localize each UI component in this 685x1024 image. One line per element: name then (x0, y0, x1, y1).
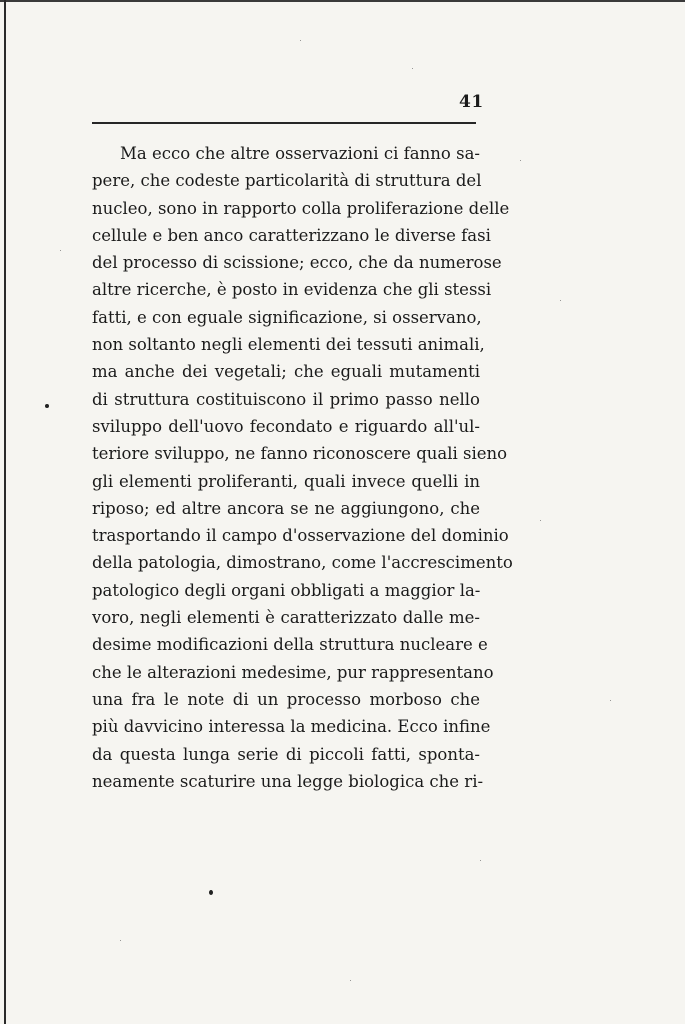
text-line: altre ricerche, è posto in evidenza che gli stessi (92, 280, 492, 300)
text-line: pere, che codeste particolarità di struttura del (92, 171, 482, 191)
text-line: voro, negli elementi è caratterizzato dalle me- (92, 608, 480, 628)
paper-speck (610, 700, 611, 701)
ink-spot (209, 890, 213, 895)
text-line: fatti, e con eguale significazione, si osservano, (92, 307, 482, 327)
page-top-edge (0, 0, 685, 2)
text-line: da questa lunga serie di piccoli fatti, sponta- (92, 744, 480, 764)
text-line: riposo; ed altre ancora se ne aggiungono, che (92, 498, 480, 518)
paper-speck (560, 300, 561, 301)
paper-speck (540, 520, 541, 521)
page-left-edge (4, 0, 6, 1024)
text-line: desime modificazioni della struttura nucleare e (92, 635, 488, 655)
text-line: sviluppo dell'uovo fecondato e riguardo all'ul- (92, 416, 480, 436)
text-line: Ma ecco che altre osservazioni ci fanno sa- (120, 144, 480, 163)
paper-speck (60, 250, 61, 251)
text-line: non soltanto negli elementi dei tessuti animali, (92, 335, 485, 355)
paper-speck (520, 160, 521, 161)
text-line: ma anche dei vegetali; che eguali mutamenti (92, 362, 480, 382)
page-number: 41 (459, 92, 484, 112)
text-line: una fra le note di un processo morboso che (92, 689, 480, 709)
text-line: più davvicino interessa la medicina. Ecco infine (92, 717, 491, 737)
text-line: trasportando il campo d'osservazione del dominio (92, 526, 509, 546)
text-line: teriore sviluppo, ne fanno riconoscere quali sieno (92, 444, 508, 464)
paper-speck (480, 860, 481, 861)
text-line: neamente scaturire una legge biologica che ri- (92, 771, 484, 791)
paper-speck (300, 40, 301, 41)
paper-speck (412, 68, 413, 69)
text-line: nucleo, sono in rapporto colla proliferazione delle (92, 198, 510, 218)
paper-speck (350, 980, 351, 981)
header-rule (92, 122, 476, 124)
paper-speck (120, 940, 121, 941)
text-line: di struttura costituiscono il primo passo nello (92, 389, 480, 409)
text-line: della patologia, dimostrano, come l'accrescimento (92, 553, 513, 573)
ink-spot (45, 404, 49, 408)
text-line: che le alterazioni medesime, pur rappresentano (92, 662, 494, 682)
text-line: del processo di scissione; ecco, che da numerose (92, 253, 502, 273)
text-line: gli elementi proliferanti, quali invece quelli in (92, 471, 480, 491)
text-line: cellule e ben anco caratterizzano le diverse fasi (92, 225, 491, 245)
body-paragraph (92, 140, 513, 795)
text-line: patologico degli organi obbligati a maggior la- (92, 580, 481, 600)
